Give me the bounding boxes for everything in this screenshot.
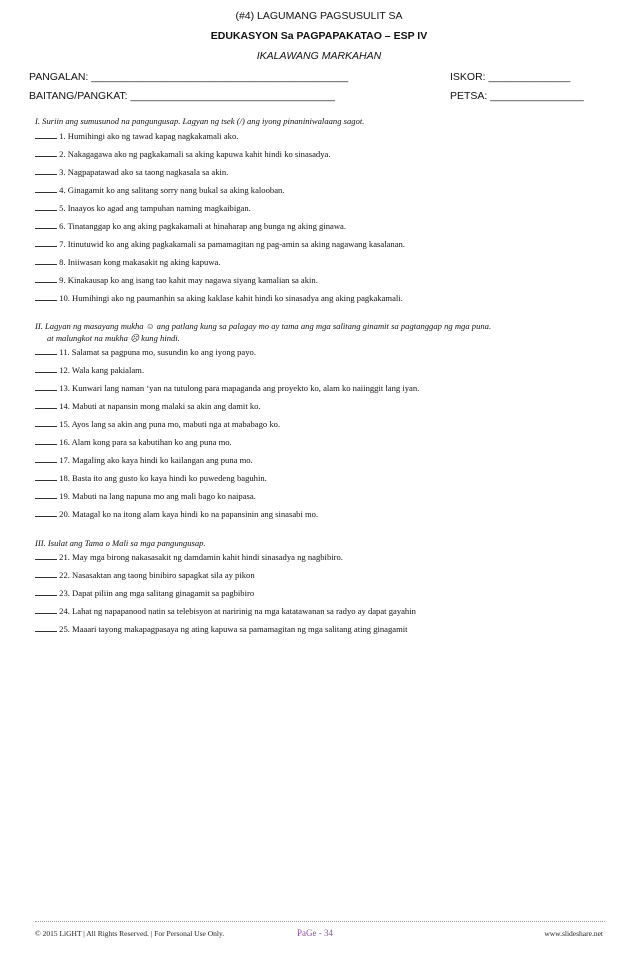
question-item: 7. Itinutuwid ko ang aking pagkakamali sa pamamagitan ng pag-amin sa aking nagawang kasalanan. <box>35 238 405 250</box>
question-item: 5. Inaayos ko agad ang tampuhan naming magkaibigan. <box>35 202 251 214</box>
question-item: 23. Dapat piliin ang mga salitang ginagamit sa pagbibiro <box>35 587 254 599</box>
question-item: 14. Mabuti at napansin mong malaki sa akin ang damit ko. <box>35 400 261 412</box>
section-3-instruction: III. Isulat ang Tama o Mali sa mga pangungusap. <box>35 538 206 548</box>
question-item: 6. Tinatanggap ko ang aking pagkakamali at hinaharap ang bunga ng aking ginawa. <box>35 220 346 232</box>
question-item: 22. Nasasaktan ang taong binibiro sapagkat sila ay pikon <box>35 569 255 581</box>
name-field: PANGALAN: ____________________________________________ <box>29 71 349 83</box>
answer-blank <box>35 508 57 517</box>
answer-blank <box>35 346 57 355</box>
question-item: 20. Matagal ko na itong alam kaya hindi ko na papansinin ang sinasabi mo. <box>35 508 318 520</box>
answer-blank <box>35 623 57 632</box>
question-item: 9. Kinakausap ko ang isang tao kahit may nagawa siyang kamalian sa akin. <box>35 274 318 286</box>
question-item: 18. Basta ito ang gusto ko kaya hindi ko puwedeng baguhin. <box>35 472 267 484</box>
answer-blank <box>35 184 57 193</box>
question-item: 24. Lahat ng napapanood natin sa telebisyon at naririnig na mga katatawanan sa radyo ay dapat gayahin <box>35 605 416 617</box>
answer-blank <box>35 605 57 614</box>
section-1-instruction: I. Suriin ang sumusunod na pangungusap. Lagyan ng tsek (/) ang iyong pinaniniwalaang sagot. <box>35 116 365 126</box>
answer-blank <box>35 472 57 481</box>
question-item: 10. Humihingi ako ng paumanhin sa aking kaklase kahit hindi ko sinasadya ang aking pagkakamali. <box>35 292 403 304</box>
answer-blank <box>35 454 57 463</box>
question-item: 15. Ayos lang sa akin ang puna mo, mabuti nga at mababago ko. <box>35 418 280 430</box>
answer-blank <box>35 400 57 409</box>
question-item: 3. Nagpapatawad ako sa taong nagkasala sa akin. <box>35 166 228 178</box>
footer-copyright: © 2015 LiGHT | All Rights Reserved. | For Personal Use Only. <box>35 929 225 938</box>
quarter-title: IKALAWANG MARKAHAN <box>256 50 382 62</box>
answer-blank <box>35 569 57 578</box>
question-item: 19. Mabuti na lang napuna mo ang mali bago ko naipasa. <box>35 490 256 502</box>
answer-blank <box>35 130 57 139</box>
answer-blank <box>35 587 57 596</box>
section-2-instruction: II. Lagyan ng masayang mukha ☺ ang patlang kung sa palagay mo ay tama ang mga salitang ginamit sa pagtanggap ng mga puna. <box>35 321 492 331</box>
question-item: 21. May mga birong nakasasakit ng damdamin kahit hindi sinasadya ng nagbibiro. <box>35 551 343 563</box>
question-item: 11. Salamat sa pagpuna mo, susundin ko ang iyong payo. <box>35 346 256 358</box>
question-item: 13. Kunwari lang naman ‘yan na tutulong para mapaganda ang proyekto ko, alam ko naiinggit lang iyan. <box>35 382 419 394</box>
grade-section-field: BAITANG/PANGKAT: ___________________________________ <box>29 90 335 102</box>
question-item: 25. Maaari tayong makapagpasaya ng ating kapuwa sa pamamagitan ng mga salitang ating ginagamit <box>35 623 408 635</box>
answer-blank <box>35 238 57 247</box>
answer-blank <box>35 490 57 499</box>
question-item: 1. Humihingi ako ng tawad kapag nagkakamali ako. <box>35 130 238 142</box>
answer-blank <box>35 220 57 229</box>
answer-blank <box>35 292 57 301</box>
score-field: ISKOR: ______________ <box>450 71 571 83</box>
answer-blank <box>35 551 57 560</box>
footer-divider <box>35 921 605 922</box>
answer-blank <box>35 418 57 427</box>
page-number: PaGe - 34 <box>297 928 333 938</box>
answer-blank <box>35 274 57 283</box>
question-item: 12. Wala kang pakialam. <box>35 364 144 376</box>
question-item: 17. Magaling ako kaya hindi ko kailangan ang puna mo. <box>35 454 253 466</box>
answer-blank <box>35 436 57 445</box>
answer-blank <box>35 382 57 391</box>
subject-title: EDUKASYON Sa PAGPAPAKATAO – ESP IV <box>210 30 428 42</box>
answer-blank <box>35 202 57 211</box>
question-item: 4. Ginagamit ko ang salitang sorry nang bukal sa aking kalooban. <box>35 184 284 196</box>
question-item: 2. Nakagagawa ako ng pagkakamali sa aking kapuwa kahit hindi ko sinasadya. <box>35 148 331 160</box>
question-item: 16. Alam kong para sa kabutihan ko ang puna mo. <box>35 436 232 448</box>
question-item: 8. Iniiwasan kong makasakit ng aking kapuwa. <box>35 256 221 268</box>
test-title: (#4) LAGUMANG PAGSUSULIT SA <box>235 10 403 22</box>
answer-blank <box>35 166 57 175</box>
date-field: PETSA: ________________ <box>450 90 584 102</box>
section-2-instruction-cont: at malungkot na mukha ☹ kung hindi. <box>47 333 180 343</box>
answer-blank <box>35 364 57 373</box>
answer-blank <box>35 148 57 157</box>
answer-blank <box>35 256 57 265</box>
footer-site: www.slideshare.net <box>544 929 603 938</box>
